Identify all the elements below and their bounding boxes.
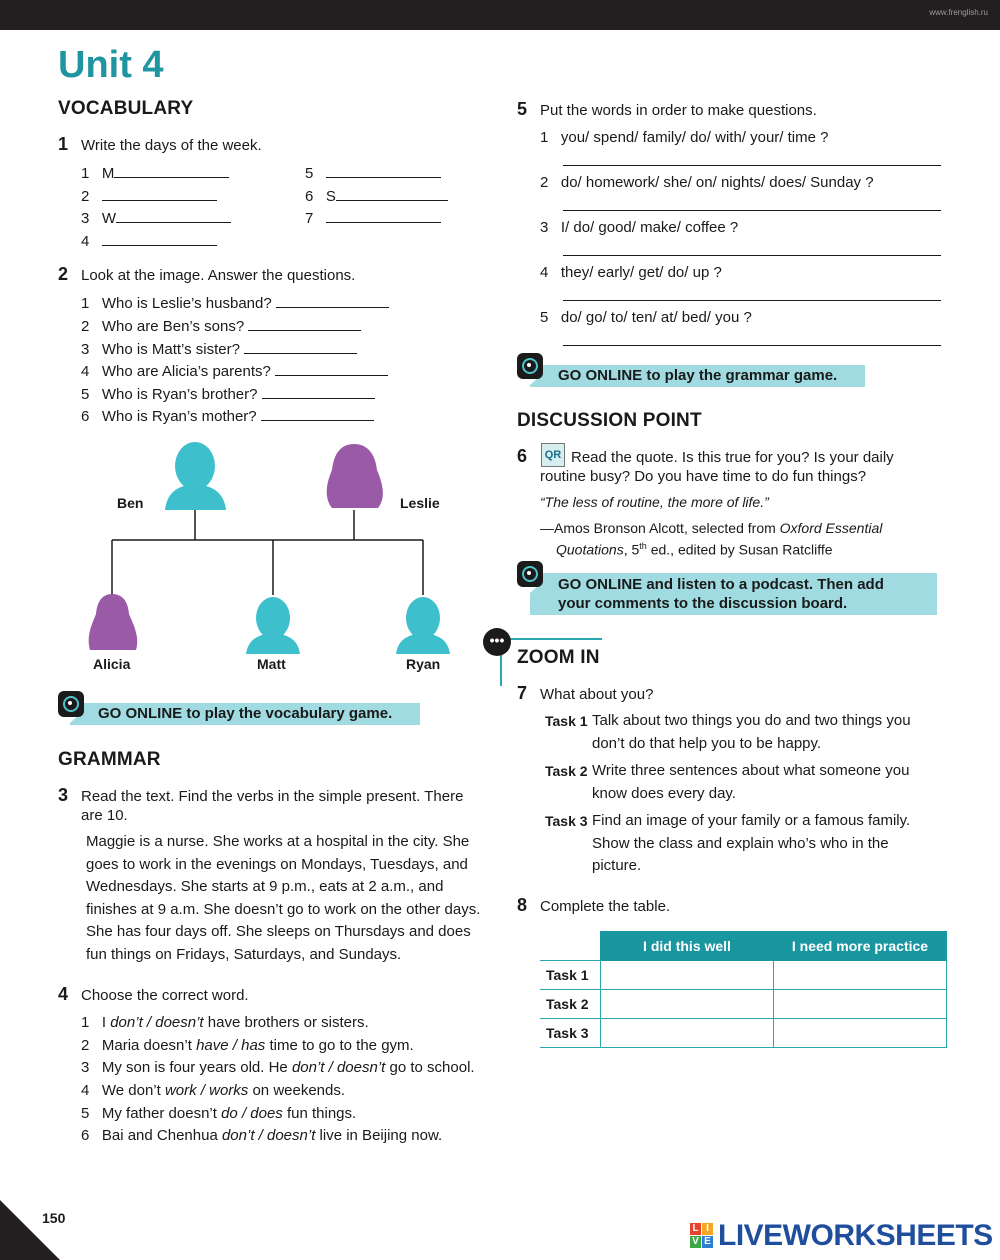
site-url: www.frenglish.ru xyxy=(929,8,988,17)
answer-blank[interactable] xyxy=(102,187,217,201)
liveworksheets-logo-icon: L I V E xyxy=(690,1223,714,1249)
answer-blank[interactable] xyxy=(102,232,217,246)
row-header: Task 1 xyxy=(540,961,601,990)
ben-silhouette xyxy=(165,442,226,510)
discussion-prompt-line2: routine busy? Do you have time to do fun things? xyxy=(540,468,867,485)
exercise-8-instruction: Complete the table. xyxy=(540,898,671,915)
row-header: Task 3 xyxy=(540,1019,601,1048)
day-item-1: 1 M xyxy=(81,164,229,182)
grammar-heading: GRAMMAR xyxy=(58,749,161,770)
go-online-podcast-line2: your comments to the discussion board. xyxy=(558,595,848,612)
task-2-text: Write three sentences about what someone you know does every day. xyxy=(592,762,910,802)
column-header: I did this well xyxy=(601,932,774,961)
discussion-heading: DISCUSSION POINT xyxy=(517,410,702,431)
ryan-label: Ryan xyxy=(406,656,441,672)
online-icon[interactable] xyxy=(517,353,543,379)
answer-line[interactable] xyxy=(563,300,941,301)
table-corner xyxy=(540,932,601,961)
column-header: I need more practice xyxy=(774,932,947,961)
exercise-3-instruction-line1: Read the text. Find the verbs in the simple present. There xyxy=(81,788,464,805)
answer-blank[interactable] xyxy=(326,209,441,223)
question-item: 6 Who is Ryan’s mother? xyxy=(81,407,374,425)
go-online-podcast-bar[interactable] xyxy=(530,573,937,615)
top-bar xyxy=(0,0,1000,30)
qr-code-icon[interactable]: QR xyxy=(541,443,565,467)
table-cell[interactable] xyxy=(774,961,947,990)
word-order-item: 1 you/ spend/ family/ do/ with/ your/ time ? xyxy=(540,129,829,146)
exercise-6-number: 6 xyxy=(517,446,528,466)
answer-blank[interactable] xyxy=(116,209,231,223)
answer-line[interactable] xyxy=(563,210,941,211)
choice-item: 3 My son is four years old. He don’t / doesn’t go to school. xyxy=(81,1059,475,1076)
ben-label: Ben xyxy=(117,495,144,511)
word-order-item: 3 I/ do/ good/ make/ coffee ? xyxy=(540,219,739,236)
answer-blank[interactable] xyxy=(275,362,388,376)
table-row xyxy=(540,990,947,1019)
day-item-4: 4 xyxy=(81,232,217,250)
go-online-podcast-line1: GO ONLINE and listen to a podcast. Then add xyxy=(558,576,884,593)
zoom-heading: ZOOM IN xyxy=(517,647,600,668)
exercise-3-number: 3 xyxy=(58,785,69,805)
choice-item: 1 I don’t / doesn’t have brothers or sisters. xyxy=(81,1014,369,1031)
exercise-7-number: 7 xyxy=(517,683,528,703)
word-choice[interactable]: have / has xyxy=(196,1037,266,1054)
quote-source-line1: —Amos Bronson Alcott, selected from Oxford Essential xyxy=(540,520,883,536)
task-3-text: Find an image of your family or a famous family. Show the class and explain who’s who in the picture. xyxy=(592,812,911,875)
answer-blank[interactable] xyxy=(261,407,374,421)
word-choice[interactable]: do / does xyxy=(221,1105,283,1122)
question-item: 4 Who are Alicia’s parents? xyxy=(81,362,388,380)
word-order-item: 4 they/ early/ get/ do/ up ? xyxy=(540,264,722,281)
unit-title: Unit 4 xyxy=(58,44,164,86)
exercise-7-instruction: What about you? xyxy=(540,686,654,703)
liveworksheets-logo[interactable]: LIVEWORKSHEETS xyxy=(718,1219,993,1252)
answer-blank[interactable] xyxy=(276,294,389,308)
task-3-label: Task 3 xyxy=(545,813,588,829)
ryan-silhouette xyxy=(396,597,450,654)
quote: “The less of routine, the more of life.” xyxy=(540,494,769,510)
question-item: 5 Who is Ryan’s brother? xyxy=(81,385,375,403)
online-icon[interactable] xyxy=(58,691,84,717)
table-row xyxy=(540,961,947,990)
go-online-vocabulary-text: GO ONLINE to play the vocabulary game. xyxy=(98,705,393,722)
task-1-text: Talk about two things you do and two things you don’t do that help you to be happy. xyxy=(592,712,911,752)
family-tree-lines xyxy=(112,510,423,595)
go-online-grammar-text: GO ONLINE to play the grammar game. xyxy=(558,367,838,384)
word-choice[interactable]: work / works xyxy=(164,1082,249,1099)
table-cell[interactable] xyxy=(601,1019,774,1048)
go-online-vocabulary-bar[interactable] xyxy=(70,703,420,725)
answer-line[interactable] xyxy=(563,255,941,256)
exercise-2-number: 2 xyxy=(58,264,69,284)
table-cell[interactable] xyxy=(601,990,774,1019)
vocabulary-heading: VOCABULARY xyxy=(58,98,194,119)
exercise-2-instruction: Look at the image. Answer the questions. xyxy=(81,267,356,284)
table-cell[interactable] xyxy=(774,990,947,1019)
self-assessment-table xyxy=(540,931,947,1048)
question-item: 1 Who is Leslie’s husband? xyxy=(81,294,389,312)
choice-item: 6 Bai and Chenhua don’t / doesn’t live in Beijing now. xyxy=(81,1127,443,1144)
maggie-text: Maggie is a nurse. She works at a hospital in the city. She goes to work in the evenings on Mondays, Tuesdays, and Wednesdays. She starts at 9 p.m., eats at 2 a.m., and finishes at 9 a.m. She doesn’t go to work on the other days. She has four days off. She sleeps on Thursdays and does fun things on Fridays, Saturdays, and Sundays. xyxy=(86,833,481,963)
exercise-1-instruction: Write the days of the week. xyxy=(81,137,262,154)
word-order-item: 2 do/ homework/ she/ on/ nights/ does/ Sunday ? xyxy=(540,174,874,191)
alicia-label: Alicia xyxy=(93,656,131,672)
corner-decoration xyxy=(0,1200,60,1260)
table-cell[interactable] xyxy=(774,1019,947,1048)
answer-blank[interactable] xyxy=(262,385,375,399)
exercise-4-number: 4 xyxy=(58,984,69,1004)
family-tree xyxy=(70,440,480,660)
word-choice[interactable]: don’t / doesn’t xyxy=(110,1014,204,1031)
matt-label: Matt xyxy=(257,656,286,672)
exercise-5-number: 5 xyxy=(517,99,528,119)
exercise-8-number: 8 xyxy=(517,895,528,915)
table-cell[interactable] xyxy=(601,961,774,990)
exercise-4-instruction: Choose the correct word. xyxy=(81,987,249,1004)
exercise-3-instruction-line2: are 10. xyxy=(81,807,128,824)
task-2-label: Task 2 xyxy=(545,763,588,779)
choice-item: 2 Maria doesn’t have / has time to go to the gym. xyxy=(81,1037,414,1054)
answer-blank[interactable] xyxy=(326,164,441,178)
question-item: 2 Who are Ben’s sons? xyxy=(81,317,361,335)
page-number: 150 xyxy=(42,1210,66,1226)
online-icon[interactable] xyxy=(517,561,543,587)
exercise-5-instruction: Put the words in order to make questions. xyxy=(540,102,817,119)
alicia-silhouette xyxy=(89,594,138,650)
day-item-3: 3 W xyxy=(81,209,231,227)
table-header-row xyxy=(540,932,947,961)
leslie-silhouette xyxy=(327,444,383,508)
answer-line[interactable] xyxy=(563,165,941,166)
answer-blank[interactable] xyxy=(248,317,361,331)
answer-blank[interactable] xyxy=(114,164,229,178)
question-item: 3 Who is Matt’s sister? xyxy=(81,340,357,358)
word-choice[interactable]: don’t / doesn’t xyxy=(221,1127,316,1144)
speech-bubble-icon: ••• xyxy=(483,628,511,656)
choice-item: 4 We don’t work / works on weekends. xyxy=(81,1082,346,1099)
matt-silhouette xyxy=(246,597,300,654)
answer-blank[interactable] xyxy=(336,187,448,201)
leslie-label: Leslie xyxy=(400,495,440,511)
day-item-2: 2 xyxy=(81,187,217,205)
quote-source-line2: Quotations, 5th ed., edited by Susan Ratcliffe xyxy=(556,541,833,558)
zoom-divider xyxy=(500,638,602,640)
exercise-1-number: 1 xyxy=(58,134,69,154)
day-item-7: 7 xyxy=(305,209,441,227)
choice-item: 5 My father doesn’t do / does fun things. xyxy=(81,1105,357,1122)
word-order-item: 5 do/ go/ to/ ten/ at/ bed/ you ? xyxy=(540,309,752,326)
day-item-5: 5 xyxy=(305,164,441,182)
row-header: Task 2 xyxy=(540,990,601,1019)
table-row xyxy=(540,1019,947,1048)
task-1-label: Task 1 xyxy=(545,713,588,729)
day-item-6: 6 S xyxy=(305,187,448,205)
word-choice[interactable]: don’t / doesn’t xyxy=(291,1059,386,1076)
answer-blank[interactable] xyxy=(244,340,357,354)
go-online-grammar-bar[interactable] xyxy=(530,365,865,387)
discussion-prompt-line1: Read the quote. Is this true for you? Is your daily xyxy=(571,449,894,466)
answer-line[interactable] xyxy=(563,345,941,346)
